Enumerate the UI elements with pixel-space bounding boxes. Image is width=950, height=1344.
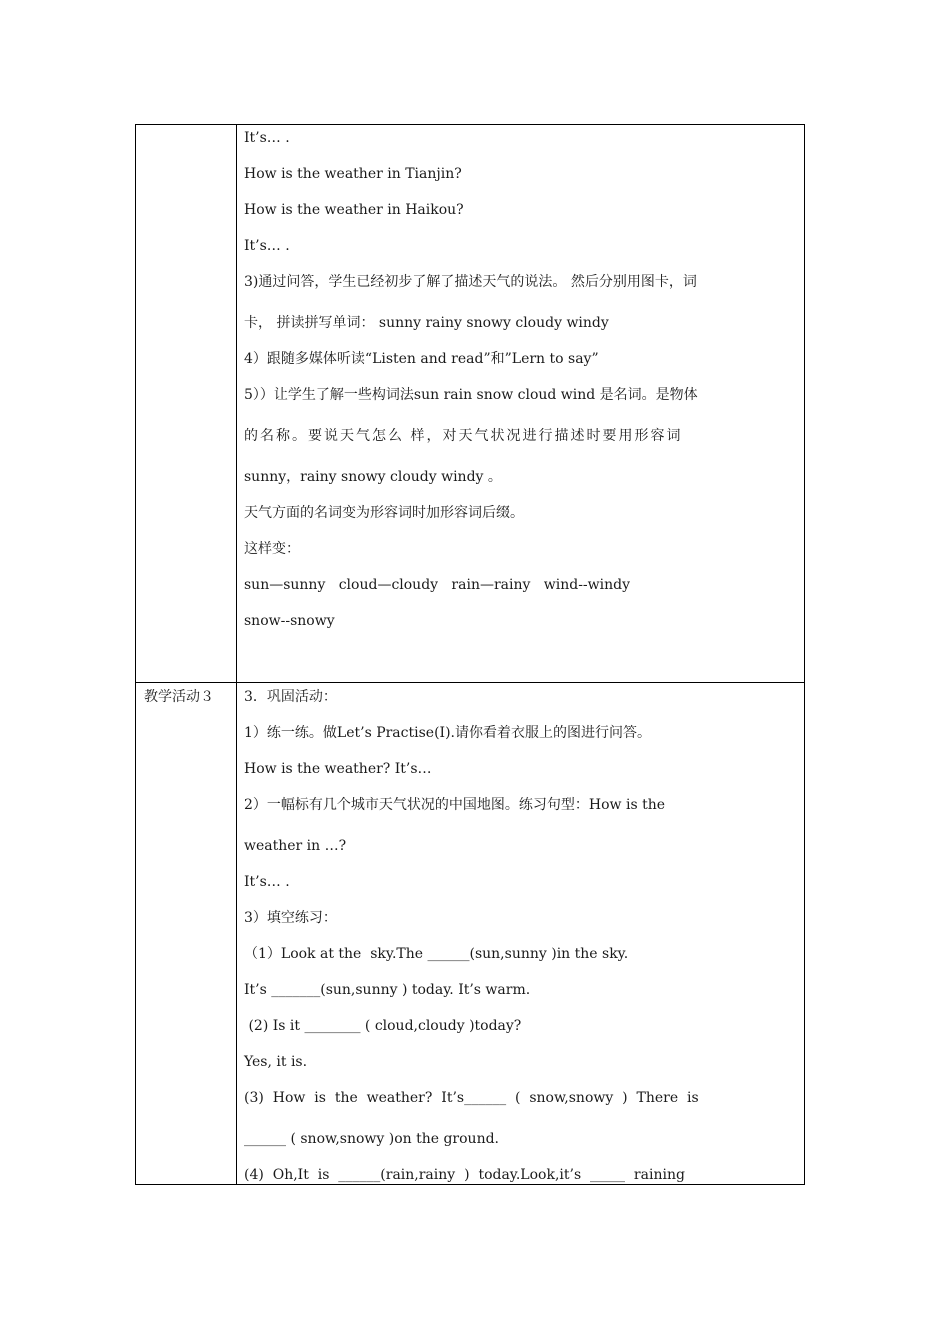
text-line: Yes, it is.: [244, 1054, 308, 1070]
text-line: It’s _______(sun,sunny ) today. It’s warm.: [244, 982, 531, 998]
text-line: sun—sunny cloud—cloudy rain—rainy wind--windy: [244, 577, 630, 593]
lesson-table: [135, 124, 805, 1185]
text-line: （1）Look at the sky.The ______(sun,sunny )in the sky.: [244, 946, 629, 962]
text-line: 的名称。要说天气怎么 样，对天气状况进行描述时要用形容词: [244, 428, 683, 444]
text-line: (3) How is the weather? It’s______ ( snow,snowy ) There is: [244, 1090, 699, 1106]
activity-label: 教学活动３: [144, 689, 214, 705]
text-line: How is the weather? It’s…: [244, 761, 432, 777]
text-line: 这样变：: [244, 541, 300, 557]
text-line: How is the weather in Tianjin?: [244, 166, 462, 182]
row-divider: [136, 682, 804, 683]
text-line: It’s… .: [244, 874, 290, 890]
text-line: weather in …?: [244, 838, 347, 854]
text-line: 卡， 拼读拼写单词： sunny rainy snowy cloudy windy: [244, 315, 609, 331]
text-line: snow--snowy: [244, 613, 335, 629]
text-line: 1）练一练。做Let’s Practise(I).请你看着衣服上的图进行问答。: [244, 725, 651, 741]
text-line: 天气方面的名词变为形容词时加形容词后缀。: [244, 505, 524, 521]
text-line: How is the weather in Haikou?: [244, 202, 464, 218]
text-line: 3)通过问答，学生已经初步了解了描述天气的说法。 然后分别用图卡，词: [244, 274, 697, 290]
text-line: (4) Oh,It is ______(rain,rainy ) today.Look,it’s _____ raining: [244, 1167, 685, 1183]
text-line: ______ ( snow,snowy )on the ground.: [244, 1131, 500, 1147]
text-line: 5））让学生了解一些构词法sun rain snow cloud wind 是名词。是物体: [244, 387, 698, 403]
text-line: 3）填空练习：: [244, 910, 337, 926]
text-line: (2) Is it ________ ( cloud,cloudy )today?: [244, 1018, 522, 1034]
text-line: It’s… .: [244, 130, 290, 146]
column-divider: [236, 125, 237, 1184]
text-line: 4）跟随多媒体听读“Listen and read”和”Lern to say”: [244, 351, 599, 367]
text-line: 2）一幅标有几个城市天气状况的中国地图。练习句型：How is the: [244, 797, 666, 813]
text-line: 3．巩固活动：: [244, 689, 337, 705]
text-line: sunny，rainy snowy cloudy windy 。: [244, 469, 502, 485]
text-line: It’s… .: [244, 238, 290, 254]
